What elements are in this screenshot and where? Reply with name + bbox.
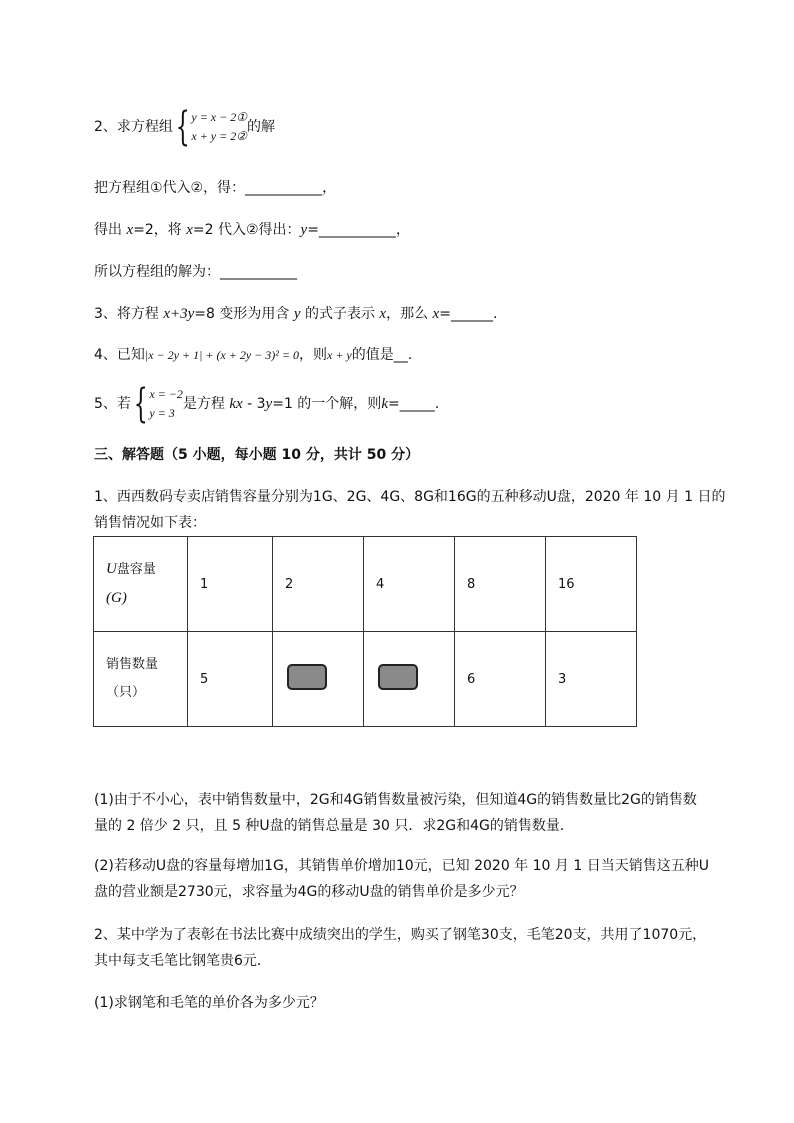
problem-1-part-2-line-2: 盘的营业额是2730元，求容量为4G的移动U盘的销售单价是多少元？ (94, 884, 524, 900)
question-2 (94, 104, 275, 150)
step-3: 所以方程组的解为：___________ (94, 264, 297, 280)
table-cell: 6 (455, 632, 546, 727)
table-cell: 3 (546, 632, 637, 727)
sales-table (93, 536, 637, 727)
table-cell: 8 (455, 537, 546, 632)
table-cell: 16 (546, 537, 637, 632)
section-3-title: 三、解答题（5 小题，每小题 10 分，共计 50 分） (94, 447, 420, 463)
solution-system: x = −2 y = 3 (149, 387, 183, 420)
question-2-prefix: 2、求方程组 (94, 119, 173, 135)
equation-2: x + y = 2② (191, 129, 247, 143)
table-cell-stained (364, 632, 455, 727)
problem-1-line-2: 销售情况如下表： (94, 515, 206, 531)
problem-2-line-2: 其中每支毛笔比钢笔贵6元． (94, 953, 271, 969)
row-header-capacity: U盘容量 (G) (94, 537, 188, 632)
sum-expression: x + y (327, 348, 352, 362)
table-cell: 2 (273, 537, 364, 632)
step-2: 得出 x=2，将 x=2 代入②得出：y=___________， (94, 222, 410, 238)
table-cell: 4 (364, 537, 455, 632)
row-header-sales: 销售数量 （只） (94, 632, 188, 727)
question-3: 3、将方程 x+3y=8 变形为用含 y 的式子表示 x，那么 x=______. (94, 306, 498, 322)
ink-stain-icon (378, 664, 418, 690)
step-1: 把方程组①代入②，得：___________， (94, 180, 337, 196)
problem-1-line-1: 1、西西数码专卖店销售容量分别为1G、2G、4G、8G和16G的五种移动U盘，2020 年 10 月 1 日的 (94, 489, 726, 505)
question-4: 4、已知|x − 2y + 1| + (x + 2y − 3)² = 0，则x + y的值是__. (94, 347, 413, 363)
problem-2-line-1: 2、某中学为了表彰在书法比赛中成绩突出的学生，购买了钢笔30支，毛笔20支，共用了1070元， (94, 927, 707, 943)
left-brace-icon: { (133, 381, 148, 427)
table-cell-stained (273, 632, 364, 727)
absolute-value-expression: |x − 2y + 1| + (x + 2y − 3)² = 0 (144, 348, 299, 362)
equation-system (191, 108, 247, 146)
table-row (94, 537, 637, 632)
problem-1-part-2-line-1: (2)若移动U盘的容量每增加1G，其销售单价增加10元，已知 2020 年 10 月 1 日当天销售这五种U (94, 858, 709, 874)
problem-1-part-1-line-2: 量的 2 倍少 2 只，且 5 种U盘的销售总量是 30 只．求2G和4G的销售数量． (94, 818, 574, 834)
table-cell: 1 (188, 537, 273, 632)
question-5: 5、若{ x = −2 y = 3 是方程 kx - 3y=1 的一个解，则k=_____. (94, 381, 440, 427)
equation-1: y = x − 2① (191, 110, 247, 124)
problem-2-part-1: (1)求钢笔和毛笔的单价各为多少元？ (94, 995, 324, 1011)
table-cell: 5 (188, 632, 273, 727)
left-brace-icon: { (175, 104, 190, 150)
ink-stain-icon (287, 664, 327, 690)
question-2-suffix: 的解 (246, 119, 275, 135)
table-row (94, 632, 637, 727)
problem-1-part-1-line-1: (1)由于不小心，表中销售数量中，2G和4G销售数量被污染，但知道4G的销售数量比2G的销售数 (94, 792, 697, 808)
